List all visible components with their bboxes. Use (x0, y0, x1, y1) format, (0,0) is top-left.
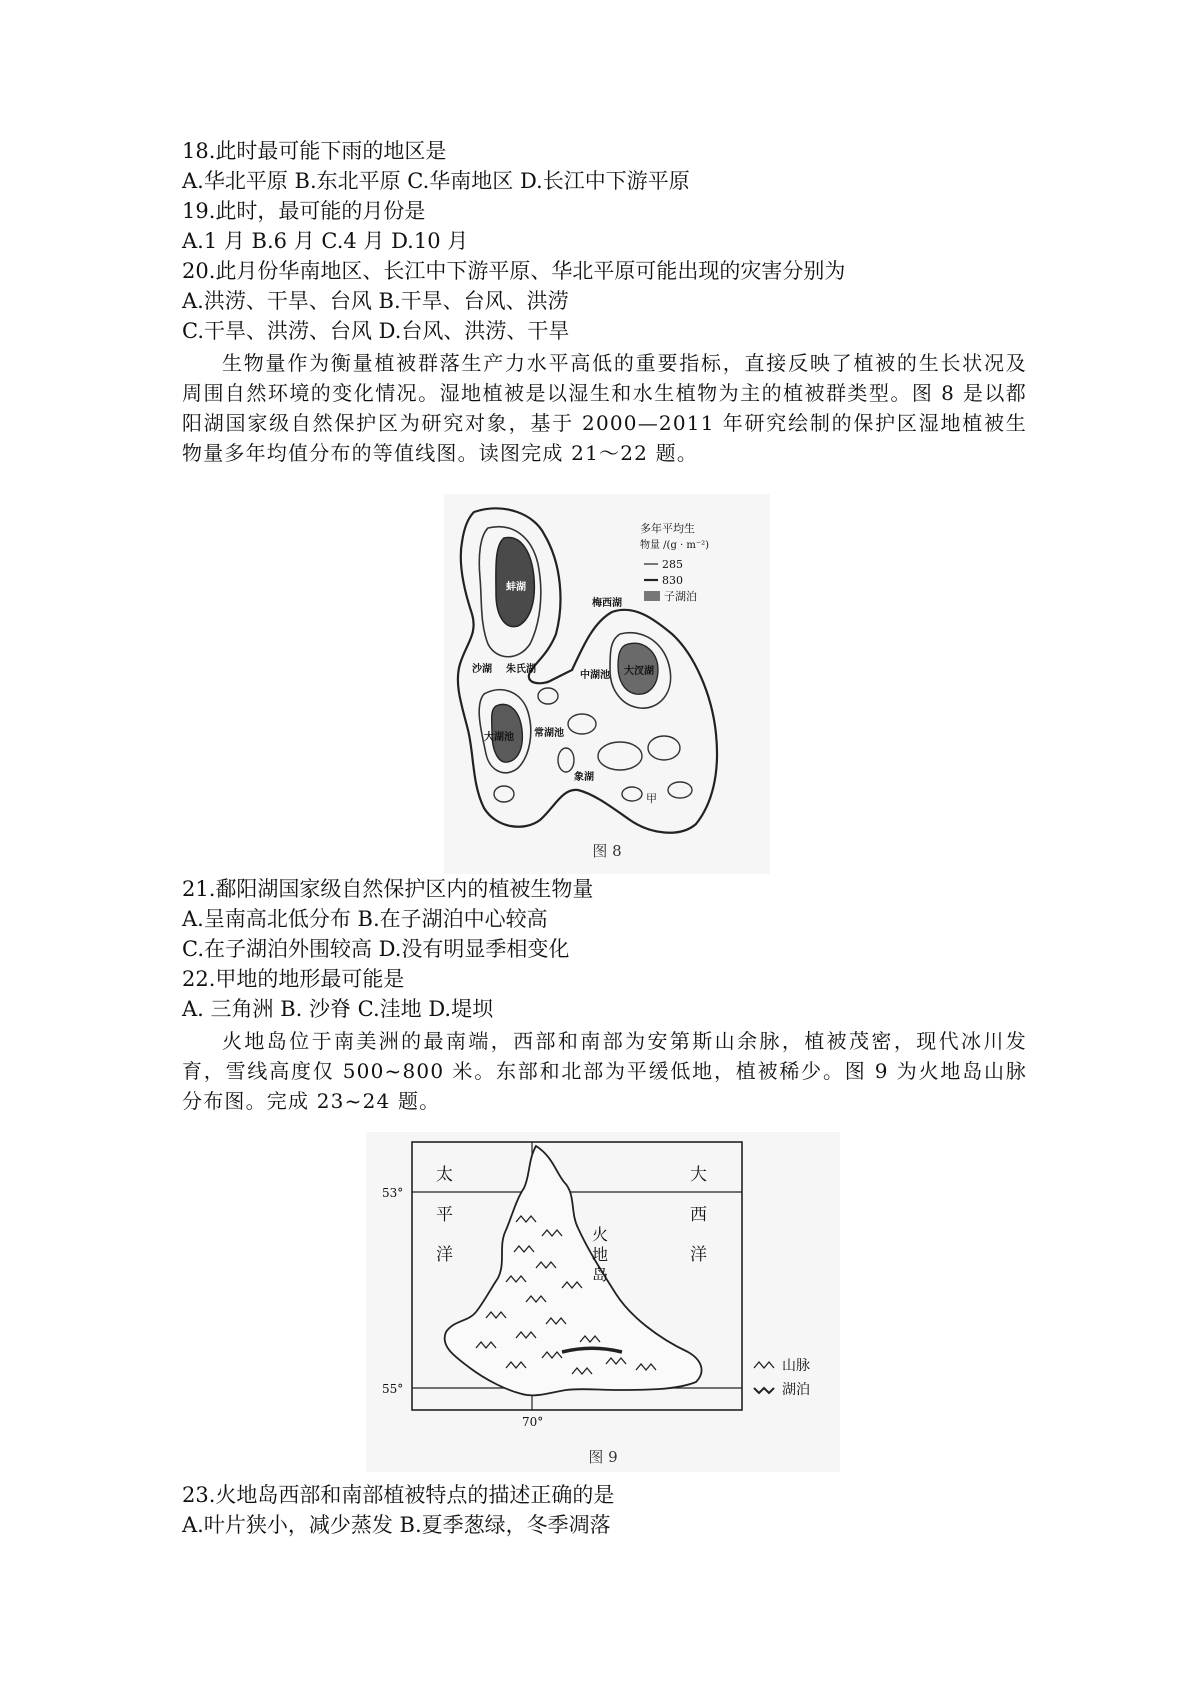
atlantic-label-3: 洋 (690, 1245, 707, 1265)
q19-options: A.1 月 B.6 月 C.4 月 D.10 月 (182, 229, 469, 253)
legend-title-2: 物量 /(g · m⁻²) (640, 540, 710, 551)
q22-options: A. 三角洲 B. 沙脊 C.洼地 D.堤坝 (182, 997, 494, 1021)
legend-lake-label: 湖泊 (782, 1382, 810, 1398)
contour-small (598, 742, 642, 770)
label-jia: 甲 (646, 792, 657, 805)
contour-small (622, 787, 642, 801)
q20-options-2: C.干旱、洪涝、台风 D.台风、洪涝、干旱 (182, 319, 570, 343)
label-dahuchi: 大湖池 (484, 732, 514, 743)
contour-small (538, 688, 558, 704)
pacific-label-1: 太 (436, 1165, 453, 1185)
q18-options: A.华北平原 B.东北平原 C.华南地区 D.长江中下游平原 (182, 169, 690, 193)
contour-small (494, 786, 514, 802)
label-shahu: 沙湖 (472, 664, 492, 675)
legend-mountain-label: 山脉 (782, 1358, 810, 1374)
legend-830-label: 830 (662, 574, 683, 587)
legend-title-1: 多年平均生 (640, 522, 695, 535)
legend-285-label: 285 (662, 558, 683, 571)
tierra-del-fuego-map (366, 1132, 840, 1442)
label-xianghu: 象湖 (574, 772, 594, 783)
q23-stem: 23.火地岛西部和南部植被特点的描述正确的是 (182, 1483, 615, 1507)
island-label-3: 岛 (592, 1265, 609, 1284)
atlantic-label-2: 西 (690, 1205, 707, 1225)
figure-9-tierra-del-fuego-map (366, 1132, 840, 1472)
contour-small (568, 714, 596, 734)
lat-55-label: 55° (382, 1382, 404, 1396)
legend-mountain-icon (754, 1362, 774, 1368)
atlantic-label-1: 大 (690, 1165, 707, 1185)
q21-options-2: C.在子湖泊外围较高 D.没有明显季相变化 (182, 937, 570, 961)
lon-70-label: 70° (522, 1415, 544, 1429)
contour-small (558, 748, 574, 772)
figure-9-caption: 图 9 (588, 1448, 618, 1466)
passage-poyang: 生物量作为衡量植被群落生产力水平高低的重要指标，直接反映了植被的生长状况及周围自然环境的变化情况。湿地植被是以湿生和水生植物为主的植被群类型。图 8 是以都阳湖国家级自然保护区为研究对象，基于 2000—2011 年研究绘制的保护区湿地植被生物量多年均值分布的等值线图。读图完成 21～22 题。 (182, 351, 1027, 465)
pacific-label-3: 洋 (436, 1245, 453, 1265)
figure-8-caption: 图 8 (592, 842, 622, 860)
q20-stem: 20.此月份华南地区、长江中下游平原、华北平原可能出现的灾害分别为 (182, 259, 846, 283)
q19-stem: 19.此时，最可能的月份是 (182, 199, 426, 223)
q18-stem: 18.此时最可能下雨的地区是 (182, 139, 447, 163)
q21-options-1: A.呈南高北低分布 B.在子湖泊中心较高 (182, 907, 548, 931)
poyang-contour-map (444, 494, 770, 844)
legend-lake-icon (754, 1388, 774, 1393)
lat-53-label: 53° (382, 1186, 404, 1200)
label-dachahu: 大汊湖 (624, 666, 654, 677)
figure-8-poyang-map (444, 494, 770, 874)
q21-stem: 21.鄱阳湖国家级自然保护区内的植被生物量 (182, 877, 594, 901)
label-zhushihu: 朱氏湖 (506, 664, 536, 675)
pacific-label-2: 平 (436, 1205, 453, 1225)
label-banghu: 蚌湖 (506, 582, 526, 593)
q23-options: A.叶片狭小，减少蒸发 B.夏季葱绿，冬季凋落 (182, 1513, 611, 1537)
legend-lake-swatch (644, 591, 660, 601)
contour-small (648, 736, 680, 760)
contour-small (668, 782, 692, 798)
island-label-1: 火 (592, 1225, 609, 1244)
q22-stem: 22.甲地的地形最可能是 (182, 967, 405, 991)
label-changhuchi: 常湖池 (534, 728, 564, 739)
island-label-2: 地 (592, 1245, 609, 1264)
legend-lake-label: 子湖泊 (664, 590, 697, 603)
q20-options-1: A.洪涝、干旱、台风 B.干旱、台风、洪涝 (182, 289, 569, 313)
passage-tierra-del-fuego: 火地岛位于南美洲的最南端，西部和南部为安第斯山余脉，植被茂密，现代冰川发育，雪线高度仅 500~800 米。东部和北部为平缓低地，植被稀少。图 9 为火地岛山脉分布图。完成 23~24 题。 (182, 1029, 1027, 1113)
label-zhonghuchi: 中湖池 (580, 670, 610, 681)
label-meixihu: 梅西湖 (592, 598, 622, 609)
island-outline (445, 1146, 702, 1395)
